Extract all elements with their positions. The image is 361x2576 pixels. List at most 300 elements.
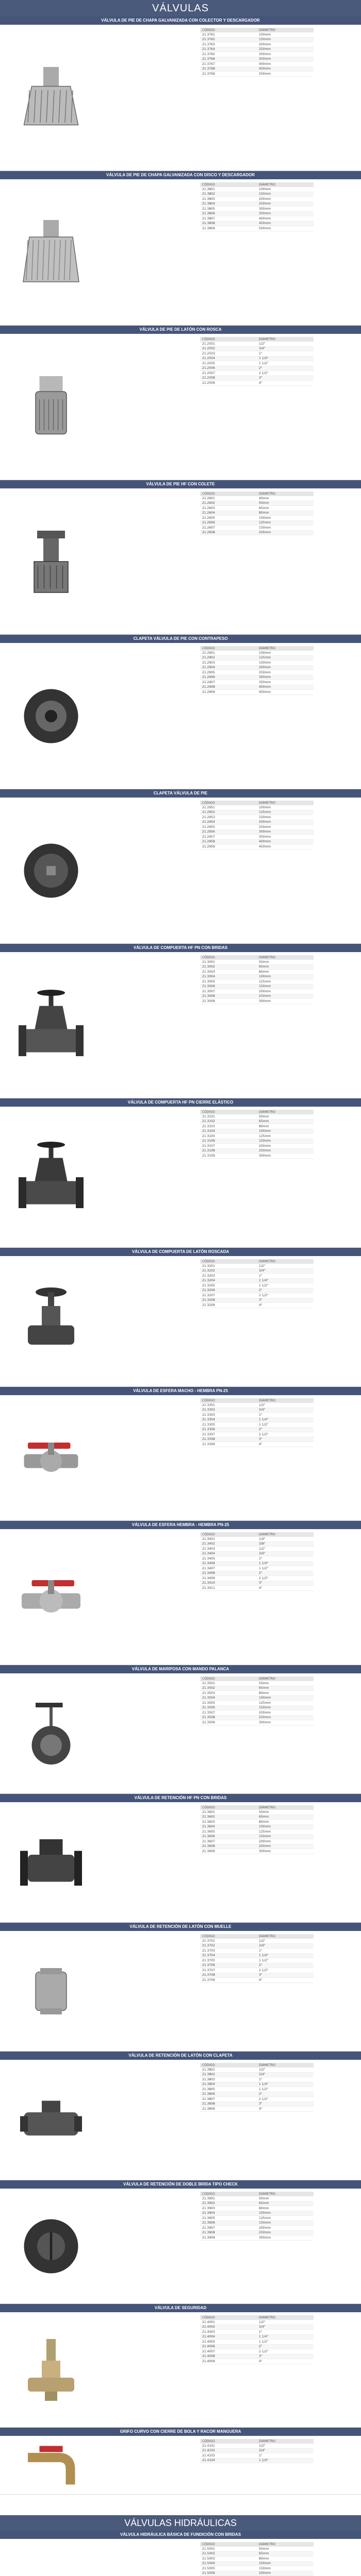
table-row	[200, 665, 314, 670]
diameter-cell: 500mm	[259, 226, 314, 231]
diameter-cell: 150mm	[259, 2221, 314, 2226]
code-cell: 21.3805	[200, 207, 259, 212]
diameter-cell: 1"	[259, 2330, 314, 2335]
table-row	[200, 32, 314, 37]
code-cell: 21.2904	[200, 665, 259, 670]
table-row	[200, 57, 314, 62]
table-row	[200, 1114, 314, 1119]
table-row	[200, 1274, 314, 1279]
table-row	[200, 2556, 314, 2562]
diameter-column-header: DIÁMETRO	[259, 1532, 314, 1537]
diameter-cell: 150mm	[259, 2566, 314, 2571]
diameter-cell: 3"	[259, 1437, 314, 1442]
table-row	[200, 1696, 314, 1701]
code-cell: 21.3605	[200, 1829, 259, 1835]
product-section	[0, 2180, 361, 2304]
code-cell: 21.2607	[200, 526, 259, 531]
diameter-column-header: DIÁMETRO	[259, 1398, 314, 1403]
table-row	[200, 1691, 314, 1696]
diameter-cell: 80mm	[259, 2556, 314, 2562]
diameter-cell: 125mm	[259, 520, 314, 526]
code-cell: 21.3409	[200, 1576, 259, 1581]
diameter-cell: 400mm	[259, 62, 314, 67]
spec-table	[200, 1110, 314, 1159]
code-cell: 21.3205	[200, 1283, 259, 1289]
code-cell: 21.3708	[200, 1973, 259, 1978]
diameter-cell: 100mm	[259, 2211, 314, 2216]
table-row	[200, 2196, 314, 2201]
table-row	[200, 1403, 314, 1408]
code-cell: 21.4006	[200, 2344, 259, 2349]
code-cell: 21.3905	[200, 2216, 259, 2221]
diameter-cell: 150mm	[259, 815, 314, 820]
table-row	[200, 651, 314, 655]
code-cell: 21.3906	[200, 2221, 259, 2226]
section-body	[0, 2189, 361, 2304]
code-cell: 21.2959	[200, 844, 259, 850]
diameter-cell: 2"	[259, 2092, 314, 2097]
table-row	[200, 835, 314, 840]
section-body	[0, 1107, 361, 1248]
code-cell: 21.3702	[200, 1943, 259, 1948]
table-row	[200, 1413, 314, 1418]
diameter-column-header: DIÁMETRO	[259, 955, 314, 960]
code-cell: 21.2907	[200, 680, 259, 685]
spec-table	[200, 1934, 314, 1983]
table-row	[200, 2334, 314, 2340]
code-cell: 21.3761	[200, 32, 259, 37]
diameter-cell: 80mm	[259, 1820, 314, 1825]
table-row	[200, 1824, 314, 1829]
table-row	[200, 1298, 314, 1303]
code-cell: 21.2908	[200, 685, 259, 690]
code-cell: 21.3801	[200, 187, 259, 192]
diameter-cell: 1 1/2"	[259, 1283, 314, 1289]
code-column-header: CÓDIGO	[200, 2063, 259, 2067]
product-image	[7, 804, 95, 938]
section-title: GRIFO CURVO CON CIERRE DE BOLA Y RACOR MANGUERA	[0, 2428, 361, 2436]
diameter-cell: 200mm	[259, 2226, 314, 2231]
code-column-header: CÓDIGO	[200, 2192, 259, 2196]
spec-table	[200, 492, 314, 535]
diameter-cell: 50mm	[259, 1114, 314, 1119]
diameter-cell: 250mm	[259, 1715, 314, 1720]
code-column-header: CÓDIGO	[200, 2439, 259, 2444]
diameter-cell: 4"	[259, 2107, 314, 2112]
diameter-cell: 150mm	[259, 1139, 314, 1144]
diameter-cell: 125mm	[259, 979, 314, 985]
code-cell: 21.3806	[200, 211, 259, 216]
section-body	[0, 488, 361, 635]
diameter-cell: 1"	[259, 1948, 314, 1954]
diameter-cell: 50mm	[259, 1810, 314, 1815]
table-row	[200, 1686, 314, 1691]
diameter-cell: 150mm	[259, 1834, 314, 1839]
diameter-cell: 100mm	[259, 516, 314, 521]
table-row	[200, 2107, 314, 2112]
code-cell: 21.3509	[200, 1720, 259, 1725]
diameter-cell: 150mm	[259, 984, 314, 989]
code-column-header: CÓDIGO	[200, 337, 259, 342]
table-row	[200, 2206, 314, 2211]
table-row	[200, 211, 314, 216]
product-image	[7, 1937, 95, 2045]
table-row	[200, 2571, 314, 2576]
table-row	[200, 1139, 314, 1144]
diameter-cell: 200mm	[259, 1839, 314, 1844]
table-row	[200, 2453, 314, 2459]
diameter-column-header: DIÁMETRO	[259, 2439, 314, 2444]
code-cell: 21.3809	[200, 226, 259, 231]
table-row	[200, 342, 314, 346]
table-row	[200, 2102, 314, 2107]
code-cell: 21.4103	[200, 2453, 259, 2459]
code-cell: 21.3411	[200, 1586, 259, 1591]
code-cell: 21.2608	[200, 530, 259, 535]
diameter-cell: 1/4"	[259, 1537, 314, 1541]
code-cell: 21.2954	[200, 820, 259, 825]
diameter-cell: 2 1/2"	[259, 1576, 314, 1581]
table-row	[200, 381, 314, 386]
product-image	[7, 185, 95, 319]
diameter-cell: 80mm	[259, 970, 314, 975]
diameter-column-header: DIÁMETRO	[259, 801, 314, 805]
diameter-cell: 1/2"	[259, 1939, 314, 1943]
diameter-cell: 1/2"	[259, 2320, 314, 2325]
product-image	[7, 1808, 95, 1917]
diameter-column-header: DIÁMETRO	[259, 182, 314, 187]
table-row	[200, 1576, 314, 1581]
table-row	[200, 1268, 314, 1274]
table-row	[200, 1541, 314, 1547]
code-cell: 21.3103	[200, 1124, 259, 1129]
code-column-header: CÓDIGO	[200, 646, 259, 651]
diameter-cell: 1"	[259, 1556, 314, 1562]
table-row	[200, 1815, 314, 1820]
table-row	[200, 520, 314, 526]
code-cell: 21.2952	[200, 810, 259, 815]
spec-table	[200, 1676, 314, 1725]
hydraulic-group-title: VÁLVULAS HIDRÁULICAS	[0, 2515, 361, 2531]
spec-table	[200, 2542, 314, 2576]
section-body	[0, 1802, 361, 1923]
code-cell: 21.3507	[200, 1710, 259, 1716]
table-row	[200, 2087, 314, 2092]
code-cell: 21.2958	[200, 839, 259, 844]
diameter-cell: 3/4"	[259, 1943, 314, 1948]
table-row	[200, 62, 314, 67]
code-cell: 21.3762	[200, 37, 259, 42]
product-image	[7, 958, 95, 1092]
diameter-column-header: DIÁMETRO	[259, 1676, 314, 1681]
table-row	[200, 680, 314, 685]
diameter-cell: 200mm	[259, 2571, 314, 2576]
section-title: VÁLVULA DE COMPUERTA DE LATÓN ROSCADA	[0, 1248, 361, 1256]
diameter-cell: 250mm	[259, 201, 314, 207]
diameter-cell: 350mm	[259, 57, 314, 62]
code-cell: 21.5003	[200, 2556, 259, 2562]
table-row	[200, 1829, 314, 1835]
code-cell: 21.3706	[200, 1963, 259, 1968]
diameter-cell: 65mm	[259, 1686, 314, 1691]
table-row	[200, 994, 314, 999]
diameter-cell: 65mm	[259, 1815, 314, 1820]
product-section	[0, 944, 361, 1098]
code-cell: 21.3001	[200, 960, 259, 964]
diameter-cell: 150mm	[259, 660, 314, 666]
code-cell: 21.3604	[200, 1824, 259, 1829]
product-image	[7, 31, 95, 165]
product-image	[7, 1680, 95, 1788]
table-row	[200, 1963, 314, 1968]
code-cell: 21.2903	[200, 660, 259, 666]
diameter-cell: 2 1/2"	[259, 1293, 314, 1298]
code-cell: 21.2504	[200, 356, 259, 361]
code-cell: 21.4002	[200, 2325, 259, 2330]
diameter-column-header: DIÁMETRO	[259, 2063, 314, 2067]
diameter-cell: 100mm	[259, 2561, 314, 2566]
diameter-column-header: DIÁMETRO	[259, 646, 314, 651]
code-cell: 21.4008	[200, 2354, 259, 2359]
table-row	[200, 1417, 314, 1422]
section-title: VÁLVULA DE COMPUERTA HF PN CON BRIDAS	[0, 944, 361, 952]
table-row	[200, 1437, 314, 1442]
diameter-cell: 2 1/2"	[259, 1968, 314, 1973]
code-cell: 21.4001	[200, 2320, 259, 2325]
table-row	[200, 346, 314, 351]
code-column-header: CÓDIGO	[200, 801, 259, 805]
code-cell: 21.2501	[200, 342, 259, 346]
code-cell: 21.2601	[200, 496, 259, 501]
table-row	[200, 530, 314, 535]
diameter-cell: 300mm	[259, 675, 314, 680]
diameter-column-header: DIÁMETRO	[259, 337, 314, 342]
diameter-cell: 250mm	[259, 994, 314, 999]
table-row	[200, 1810, 314, 1815]
code-cell: 21.3908	[200, 2230, 259, 2235]
table-row	[200, 47, 314, 52]
code-cell: 21.3106	[200, 1139, 259, 1144]
table-row	[200, 964, 314, 970]
section-title: VÁLVULA DE SEGURIDAD	[0, 2304, 361, 2312]
diameter-cell: 4"	[259, 1586, 314, 1591]
diameter-cell: 1 1/4"	[259, 1953, 314, 1958]
code-cell: 21.3202	[200, 1268, 259, 1274]
table-row	[200, 1422, 314, 1428]
diameter-cell: 350mm	[259, 211, 314, 216]
table-row	[200, 1701, 314, 1706]
code-cell: 21.4101	[200, 2444, 259, 2448]
code-cell: 21.3302	[200, 1408, 259, 1413]
diameter-cell: 1 1/4"	[259, 1417, 314, 1422]
diameter-cell: 250mm	[259, 670, 314, 675]
diameter-cell: 125mm	[259, 1701, 314, 1706]
table-row	[200, 999, 314, 1004]
diameter-cell: 100mm	[259, 32, 314, 37]
section-title: VÁLVULA DE RETENCIÓN HF PN CON BRIDAS	[0, 1794, 361, 1802]
diameter-cell: 2"	[259, 1571, 314, 1576]
diameter-cell: 200mm	[259, 42, 314, 47]
table-row	[200, 72, 314, 77]
diameter-cell: 250mm	[259, 825, 314, 830]
code-cell: 21.3763	[200, 42, 259, 47]
section-title: VÁLVULA DE MARIPOSA CON MANDO PALANCA	[0, 1665, 361, 1673]
diameter-cell: 80mm	[259, 511, 314, 516]
code-cell: 21.3508	[200, 1715, 259, 1720]
diameter-cell: 1 1/4"	[259, 1278, 314, 1283]
table-row	[200, 1148, 314, 1154]
diameter-cell: 300mm	[259, 2235, 314, 2241]
product-section	[0, 16, 361, 171]
table-row	[200, 1715, 314, 1720]
table-row	[200, 2325, 314, 2330]
code-cell: 21.2602	[200, 501, 259, 506]
table-row	[200, 1537, 314, 1541]
table-row	[200, 660, 314, 666]
diameter-cell: 3"	[259, 1298, 314, 1303]
table-row	[200, 2235, 314, 2241]
diameter-cell: 50mm	[259, 1681, 314, 1686]
spec-table	[200, 28, 314, 77]
spec-table	[200, 1532, 314, 1591]
table-row	[200, 1681, 314, 1686]
code-cell: 21.2502	[200, 346, 259, 351]
code-cell: 21.4102	[200, 2448, 259, 2453]
code-cell: 21.3809	[200, 2107, 259, 2112]
code-cell: 21.3209	[200, 1303, 259, 1308]
code-cell: 21.3303	[200, 1413, 259, 1418]
diameter-cell: 100mm	[259, 651, 314, 655]
table-row	[200, 979, 314, 985]
diameter-cell: 50mm	[259, 960, 314, 964]
code-cell: 21.3903	[200, 2206, 259, 2211]
code-cell: 21.3306	[200, 1427, 259, 1432]
table-row	[200, 1939, 314, 1943]
code-column-header: CÓDIGO	[200, 182, 259, 187]
table-row	[200, 1953, 314, 1958]
diameter-cell: 1 1/2"	[259, 1958, 314, 1963]
section-body	[0, 2436, 361, 2495]
code-cell: 21.5001	[200, 2547, 259, 2551]
section-body	[0, 1529, 361, 1665]
code-cell: 21.3804	[200, 201, 259, 207]
diameter-cell: 1 1/2"	[259, 1422, 314, 1428]
code-cell: 21.5006	[200, 2571, 259, 2576]
diameter-cell: 1 1/2"	[259, 2087, 314, 2092]
code-cell: 21.3703	[200, 1948, 259, 1954]
table-row	[200, 970, 314, 975]
section-title: CLAPETA VÁLVULA DE PIE	[0, 789, 361, 798]
code-cell: 21.3808	[200, 221, 259, 226]
diameter-cell: 450mm	[259, 221, 314, 226]
code-cell: 21.2902	[200, 655, 259, 660]
table-row	[200, 1119, 314, 1124]
table-row	[200, 221, 314, 226]
diameter-cell: 40mm	[259, 496, 314, 501]
spec-table	[200, 182, 314, 231]
table-row	[200, 2077, 314, 2082]
code-cell: 21.3606	[200, 1834, 259, 1839]
code-cell: 21.3765	[200, 52, 259, 57]
section-title: VÁLVULA DE ESFERA MACHO - HEMBRA PN-25	[0, 1387, 361, 1395]
diameter-cell: 150mm	[259, 1705, 314, 1710]
table-row	[200, 66, 314, 72]
product-section	[0, 326, 361, 480]
diameter-cell: 3/4"	[259, 2072, 314, 2077]
diameter-cell: 3/4"	[259, 2325, 314, 2330]
diameter-cell: 3/4"	[259, 1408, 314, 1413]
code-cell: 21.3909	[200, 2235, 259, 2241]
product-section	[0, 2052, 361, 2180]
section-title: VÁLVULA DE PIE DE CHAPA GALVANIZADA CON COLECTOR Y DESCARGADOR	[0, 16, 361, 25]
code-cell: 21.5005	[200, 2566, 259, 2571]
table-row	[200, 1834, 314, 1839]
code-cell: 21.3309	[200, 1442, 259, 1447]
diameter-cell: 1"	[259, 2453, 314, 2459]
table-row	[200, 1978, 314, 1983]
code-column-header: CÓDIGO	[200, 1259, 259, 1264]
code-cell: 21.3102	[200, 1119, 259, 1124]
diameter-cell: 1 1/4"	[259, 356, 314, 361]
table-row	[200, 1710, 314, 1716]
table-row	[200, 516, 314, 521]
diameter-cell: 3/8"	[259, 1541, 314, 1547]
table-row	[200, 1586, 314, 1591]
section-body	[0, 2312, 361, 2428]
code-column-header: CÓDIGO	[200, 955, 259, 960]
code-cell: 21.3804	[200, 2082, 259, 2087]
code-cell: 21.3008	[200, 994, 259, 999]
table-row	[200, 2230, 314, 2235]
diameter-cell: 1"	[259, 1274, 314, 1279]
diameter-cell: 2 1/2"	[259, 2097, 314, 2102]
diameter-column-header: DIÁMETRO	[259, 492, 314, 496]
code-column-header: CÓDIGO	[200, 1676, 259, 1681]
table-row	[200, 2561, 314, 2566]
table-row	[200, 52, 314, 57]
code-cell: 21.2957	[200, 835, 259, 840]
table-row	[200, 1303, 314, 1308]
table-row	[200, 216, 314, 222]
table-row	[200, 2458, 314, 2463]
table-row	[200, 2551, 314, 2556]
table-row	[200, 207, 314, 212]
code-cell: 21.3105	[200, 1134, 259, 1139]
code-cell: 21.3207	[200, 1293, 259, 1298]
diameter-cell: 100mm	[259, 1129, 314, 1134]
table-row	[200, 844, 314, 850]
diameter-cell: 3/4"	[259, 2448, 314, 2453]
table-row	[200, 820, 314, 825]
product-image	[7, 340, 95, 474]
table-row	[200, 1566, 314, 1571]
section-body	[0, 1931, 361, 2052]
section-title: VÁLVULA DE COMPUERTA HF PN CIERRE ELÁSTICO	[0, 1098, 361, 1107]
table-row	[200, 670, 314, 675]
diameter-cell: 150mm	[259, 526, 314, 531]
table-row	[200, 1134, 314, 1139]
diameter-cell: 4"	[259, 1303, 314, 1308]
table-row	[200, 1124, 314, 1129]
table-row	[200, 2092, 314, 2097]
diameter-cell: 2 1/2"	[259, 371, 314, 376]
code-cell: 21.3408	[200, 1571, 259, 1576]
diameter-cell: 1"	[259, 351, 314, 357]
diameter-cell: 150mm	[259, 192, 314, 197]
table-row	[200, 1820, 314, 1825]
code-cell: 21.3208	[200, 1298, 259, 1303]
spec-table	[200, 1398, 314, 1447]
